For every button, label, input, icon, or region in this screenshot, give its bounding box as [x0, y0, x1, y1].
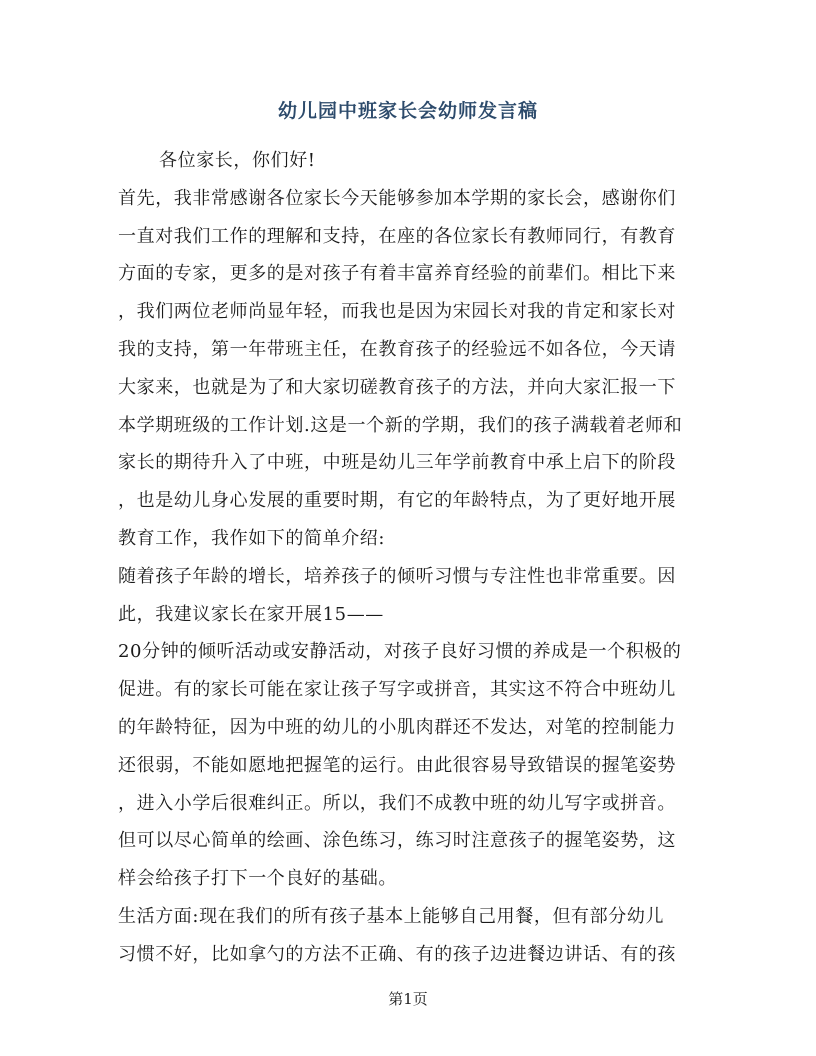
paragraph-line: ，进入小学后很难纠正。所以，我们不成教中班的幼儿写字或拼音。 — [118, 792, 676, 814]
paragraph-line: 大家来，也就是为了和大家切磋教育孩子的方法，并向大家汇报一下 — [118, 376, 676, 398]
paragraph-line: 还很弱，不能如愿地把握笔的运行。由此很容易导致错误的握笔姿势 — [118, 754, 676, 776]
paragraph-line: 方面的专家，更多的是对孩子有着丰富养育经验的前辈们。相比下来 — [118, 263, 676, 285]
paragraph-line: 随着孩子年龄的增长，培养孩子的倾听习惯与专注性也非常重要。因 — [118, 565, 676, 587]
paragraph-line: 一直对我们工作的理解和支持，在座的各位家长有教师同行，有教育 — [118, 225, 676, 247]
paragraph-line: 各位家长，你们好! — [159, 150, 316, 171]
paragraph-line: 家长的期待升入了中班，中班是幼儿三年学前教育中承上启下的阶段 — [118, 452, 676, 474]
paragraph-line: 20分钟的倾听活动或安静活动，对孩子良好习惯的养成是一个积极的 — [118, 641, 682, 663]
paragraph-line: ，也是幼儿身心发展的重要时期，有它的年龄特点，为了更好地开展 — [118, 490, 676, 512]
paragraph-line: 我的支持，第一年带班主任，在教育孩子的经验远不如各位，今天请 — [118, 338, 676, 360]
paragraph-line: ，我们两位老师尚显年轻，而我也是因为宋园长对我的肯定和家长对 — [118, 301, 676, 323]
document-body — [118, 142, 700, 974]
paragraph-line: 样会给孩子打下一个良好的基础。 — [118, 868, 397, 890]
paragraph-line: 但可以尽心简单的绘画、涂色练习，练习时注意孩子的握笔姿势，这 — [118, 830, 676, 852]
paragraph-line: 促进。有的家长可能在家让孩子写字或拼音，其实这不符合中班幼儿 — [118, 679, 676, 701]
paragraph-line: 首先，我非常感谢各位家长今天能够参加本学期的家长会，感谢你们 — [118, 187, 676, 209]
page-number: 第1页 — [388, 990, 428, 1008]
paragraph-line: 本学期班级的工作计划.这是一个新的学期，我们的孩子满载着老师和 — [118, 414, 683, 436]
paragraph-line: 此，我建议家长在家开展15—— — [118, 603, 384, 625]
paragraph-line: 生活方面:现在我们的所有孩子基本上能够自己用餐，但有部分幼儿 — [118, 905, 665, 927]
paragraph-line: 习惯不好，比如拿勺的方法不正确、有的孩子边进餐边讲话、有的孩 — [118, 943, 676, 965]
paragraph-line: 教育工作，我作如下的简单介绍: — [118, 527, 386, 549]
paragraph-line: 的年龄特征，因为中班的幼儿的小肌肉群还不发达，对笔的控制能力 — [118, 716, 676, 738]
document-title: 幼儿园中班家长会幼师发言稿 — [277, 100, 538, 122]
